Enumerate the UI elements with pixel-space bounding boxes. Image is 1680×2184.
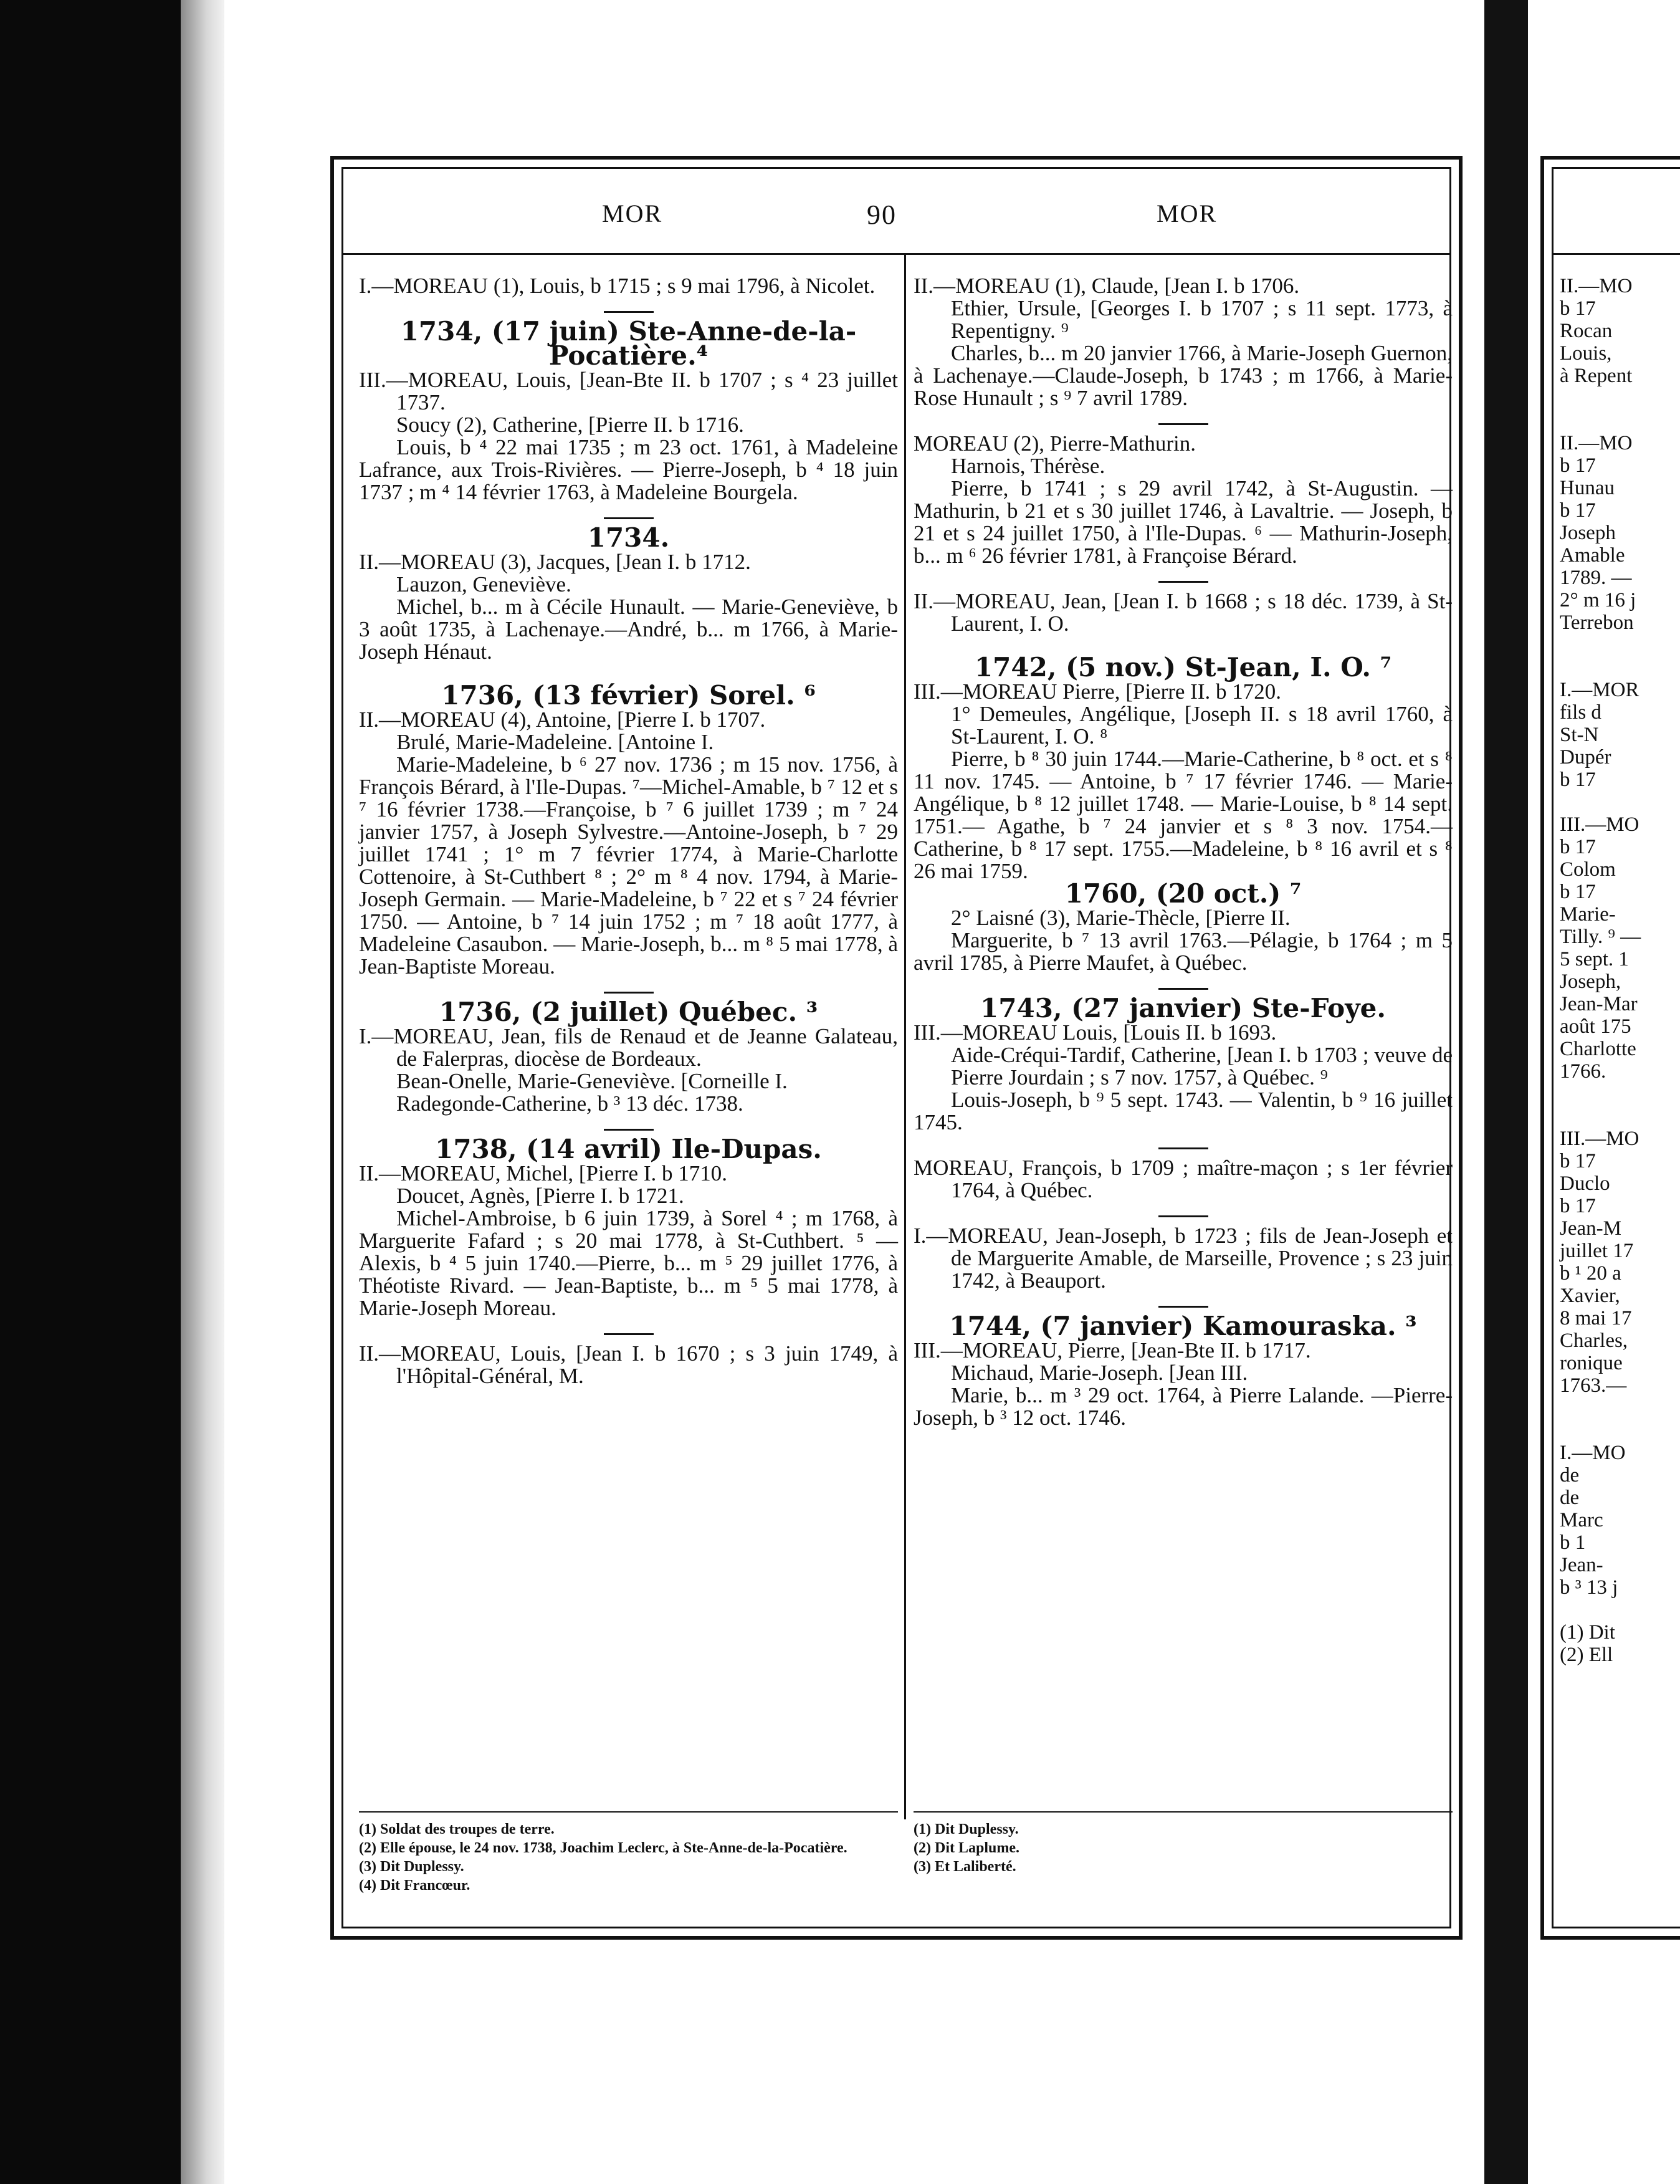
adjacent-page-line (1560, 634, 1641, 656)
adjacent-page-line: ronique (1560, 1352, 1623, 1374)
adjacent-page-line (1560, 1105, 1641, 1128)
adjacent-page-text (1560, 275, 1641, 1666)
entry-head: III.—MOREAU Louis, [Louis II. b 1693. (914, 1020, 1277, 1045)
adjacent-page-line: Hunau (1560, 477, 1615, 499)
header-right: MOR (1157, 199, 1218, 228)
adjacent-page-line (1560, 1083, 1641, 1105)
adjacent-page-line: b 17 (1560, 499, 1596, 522)
adjacent-page-line: à Repent (1560, 365, 1633, 387)
genealogy-entry (359, 551, 898, 663)
adjacent-page-line: b 17 (1560, 1195, 1596, 1217)
footnote: (2) Elle épouse, le 24 nov. 1738, Joachim Leclerc, à Ste-Anne-de-la-Pocatière. (359, 1840, 847, 1856)
entry-head: MOREAU (2), Pierre-Mathurin. (914, 431, 1196, 456)
adjacent-page-line: Jean-Mar (1560, 993, 1638, 1015)
genealogy-entry (359, 1343, 898, 1387)
entry-spouse: Brulé, Marie-Madeleine. [Antoine I. (396, 730, 714, 754)
footnote: (4) Dit Francœur. (359, 1877, 470, 1894)
marriage-date-heading (914, 993, 1453, 1023)
genealogy-entry (359, 369, 898, 504)
marriage-date-heading (359, 1134, 898, 1164)
marriage-date: 1743, (27 janvier) Ste-Foye. (980, 993, 1386, 1023)
adjacent-page-line: fils d (1560, 701, 1601, 724)
entry-spouse: Soucy (2), Catherine, [Pierre II. b 1716. (396, 413, 744, 437)
entry-children: Pierre, b 1741 ; s 29 avril 1742, à St-Augustin. — Mathurin, b 21 et s 30 juillet 1746, à Lavaltrie. — Joseph, b 21 et s 24 juillet 1750, à l'Ile-Dupas. ⁶ — Mathurin-Joseph, b... m ⁶ 26 février 1781, à Françoise Bérard. (914, 476, 1453, 568)
adjacent-page-line: St-N (1560, 724, 1599, 746)
genealogy-entry (914, 907, 1453, 974)
genealogy-entry (914, 590, 1453, 635)
adjacent-page-line (1560, 410, 1641, 432)
adjacent-page-line (1560, 791, 1641, 813)
genealogy-entry (359, 1162, 898, 1320)
adjacent-page-line: Terrebon (1560, 611, 1634, 634)
adjacent-page-line: 2° m 16 j (1560, 589, 1636, 611)
adjacent-page-line: (1) Dit (1560, 1621, 1615, 1644)
adjacent-page-line: b 17 (1560, 881, 1596, 903)
entry-children: Louis-Joseph, b ⁹ 5 sept. 1743. — Valentin, b ⁹ 16 juillet 1745. (914, 1088, 1453, 1134)
section-rule (604, 311, 654, 313)
section-rule (604, 517, 654, 519)
genealogy-entry (914, 1339, 1453, 1429)
entry-head: III.—MOREAU, Louis, [Jean-Bte II. b 1707 ; s ⁴ 23 juillet 1737. (359, 368, 898, 414)
marriage-date: 1734, (17 juin) Ste-Anne-de-la-Pocatière.⁴ (400, 316, 857, 371)
section-rule (1158, 581, 1208, 583)
entry-head: I.—MOREAU, Jean, fils de Renaud et de Jeanne Galateau, de Falerpras, diocèse de Bordeaux. (359, 1024, 898, 1071)
adjacent-page-line: Marc (1560, 1509, 1603, 1531)
marriage-date: 1736, (2 juillet) Québec. ³ (439, 997, 818, 1027)
entry-spouse: Michaud, Marie-Joseph. [Jean III. (951, 1361, 1248, 1385)
adjacent-page-line: 1766. (1560, 1060, 1606, 1083)
adjacent-page-line: b 17 (1560, 297, 1596, 320)
entry-head: I.—MOREAU, Jean-Joseph, b 1723 ; fils de Jean-Joseph et de Marguerite Amable, de Marseille, Provence ; s 23 juin 1742, à Beauport. (914, 1224, 1453, 1293)
entry-children: Marie, b... m ³ 29 oct. 1764, à Pierre Lalande. —Pierre-Joseph, b ³ 12 oct. 1746. (914, 1383, 1453, 1430)
marriage-date-heading (359, 316, 898, 371)
entry-spouse: Bean-Onelle, Marie-Geneviève. [Corneille I. (396, 1069, 788, 1093)
adjacent-page-line: Dupér (1560, 746, 1611, 769)
scan-page-shadow (181, 0, 224, 2184)
adjacent-page-line: b 17 (1560, 836, 1596, 858)
section-rule (1158, 1215, 1208, 1217)
right-footnotes (914, 1811, 1453, 1876)
adjacent-page-line: août 175 (1560, 1015, 1631, 1038)
adjacent-page-line: b 17 (1560, 454, 1596, 477)
entry-head: III.—MOREAU, Pierre, [Jean-Bte II. b 1717. (914, 1338, 1311, 1363)
marriage-date: 1742, (5 nov.) St-Jean, I. O. ⁷ (974, 652, 1392, 682)
entry-children: Marie-Madeleine, b ⁶ 27 nov. 1736 ; m 15 nov. 1756, à François Bérard, à l'Ile-Dupas. ⁷—Michel-Amable, b ⁷ 12 et s ⁷ 16 février 1738.—Françoise, b ⁷ 6 juillet 1739 ; m ⁷ 24 janvier 1757, à Joseph Sylvestre.—Antoine-Joseph, b ⁷ 29 juillet 1741 ; 1° m 7 février 1774, à Marie-Charlotte Cottenoire, à St-Cuthbert ⁸ ; 2° m ⁸ 4 nov. 1794, à Marie-Joseph Germain. — Marie-Madeleine, b ⁷ 22 et s ⁷ 24 février 1750. — Antoine, b ⁷ 14 juin 1752 ; m ⁷ 18 août 1777, à Madeleine Casaubon. — Marie-Joseph, b... m ⁸ 5 mai 1778, à Jean-Baptiste Moreau. (359, 752, 898, 979)
page-inner-border (341, 167, 1451, 1928)
adjacent-page-line: Duclo (1560, 1172, 1610, 1195)
adjacent-page-line: 1789. — (1560, 567, 1632, 589)
genealogy-entry (914, 681, 1453, 883)
adjacent-page-line: Jean-M (1560, 1217, 1621, 1240)
marriage-date: 1744, (7 janvier) Kamouraska. ³ (949, 1311, 1417, 1341)
genealogy-entry (914, 275, 1453, 410)
adjacent-page-line: Rocan (1560, 320, 1613, 342)
entry-head: II.—MOREAU, Louis, [Jean I. b 1670 ; s 3 juin 1749, à l'Hôpital-Général, M. (359, 1341, 898, 1388)
entry-head: III.—MOREAU Pierre, [Pierre II. b 1720. (914, 679, 1281, 704)
entry-head: I.—MOREAU (1), Louis, b 1715 ; s 9 mai 1796, à Nicolet. (359, 274, 876, 298)
adjacent-page-line (1560, 387, 1641, 410)
marriage-date-heading (914, 878, 1453, 909)
adjacent-page-line: III.—MO (1560, 1128, 1639, 1150)
marriage-date: 1738, (14 avril) Ile-Dupas. (435, 1134, 822, 1164)
entry-children: Pierre, b ⁸ 30 juin 1744.—Marie-Catherine, b ⁸ oct. et s ⁸ 11 nov. 1745. — Antoine, b ⁷ 17 février 1746. — Marie-Angélique, b ⁸ 12 juillet 1748. — Marie-Louise, b ⁸ 14 sept. 1751.— Agathe, b ⁷ 24 janvier et s ⁸ 3 nov. 1754.—Catherine, b ⁸ 17 sept. 1755.—Madeleine, b ⁸ 16 avril et s ⁸ 26 mai 1759. (914, 747, 1453, 883)
entry-spouse: Harnois, Thérèse. (951, 454, 1105, 478)
adjacent-page-line: Charles, (1560, 1329, 1628, 1352)
entry-children: Charles, b... m 20 janvier 1766, à Marie-Joseph Guernon, à Lachenaye.—Claude-Joseph, b 1743 ; m 1766, à Marie-Rose Hunault ; s ⁹ 7 avril 1789. (914, 341, 1453, 410)
entry-spouse: 2° Laisné (3), Marie-Thècle, [Pierre II. (951, 906, 1291, 930)
genealogy-entry (359, 1025, 898, 1115)
page-header (343, 169, 1449, 255)
section-rule (1158, 988, 1208, 990)
left-footnotes (359, 1811, 898, 1895)
entry-spouse: 1° Demeules, Angélique, [Joseph II. s 18 avril 1760, à St-Laurent, I. O. ⁸ (951, 702, 1453, 749)
section-rule (604, 1333, 654, 1335)
adjacent-page-line: Tilly. ⁹ — (1560, 926, 1641, 948)
adjacent-page (1528, 0, 1680, 2184)
adjacent-page-line: de (1560, 1464, 1580, 1487)
adjacent-page-line: Amable (1560, 544, 1625, 567)
adjacent-page-line: de (1560, 1487, 1580, 1509)
adjacent-page-line: Xavier, (1560, 1285, 1620, 1307)
section-rule (1158, 1306, 1208, 1308)
adjacent-page-line: II.—MO (1560, 275, 1633, 297)
adjacent-page-line (1560, 1419, 1641, 1442)
adjacent-page-line: Jean- (1560, 1554, 1603, 1576)
entry-head: II.—MOREAU (1), Claude, [Jean I. b 1706. (914, 274, 1300, 298)
genealogy-entry (914, 433, 1453, 567)
scan-gutter (1484, 0, 1528, 2184)
entry-spouse: Ethier, Ursule, [Georges I. b 1707 ; s 11 sept. 1773, à Repentigny. ⁹ (951, 296, 1453, 343)
right-column (914, 275, 1453, 1429)
adjacent-page-line: b ³ 13 j (1560, 1576, 1618, 1599)
footnote: (3) Et Laliberté. (914, 1859, 1016, 1875)
section-rule (604, 992, 654, 994)
entry-head: II.—MOREAU, Michel, [Pierre I. b 1710. (359, 1161, 728, 1185)
marriage-date-heading (914, 652, 1453, 682)
marriage-date-heading (359, 997, 898, 1027)
adjacent-page-line: Louis, (1560, 342, 1612, 365)
adjacent-page-line (1560, 1397, 1641, 1419)
adjacent-page-line: 1763.— (1560, 1374, 1627, 1397)
adjacent-page-line: b 17 (1560, 769, 1596, 791)
genealogy-entry (914, 1022, 1453, 1134)
adjacent-page-line: 5 sept. 1 (1560, 948, 1629, 970)
adjacent-page-line: III.—MO (1560, 813, 1639, 836)
adjacent-page-line: Joseph (1560, 522, 1616, 544)
adjacent-page-line: Colom (1560, 858, 1616, 881)
entry-head: MOREAU, François, b 1709 ; maître-maçon ; s 1er février 1764, à Québec. (914, 1156, 1453, 1202)
genealogy-entry (914, 1225, 1453, 1292)
footnote: (2) Dit Laplume. (914, 1840, 1019, 1856)
adjacent-page-line (1560, 656, 1641, 679)
section-rule (1158, 423, 1208, 425)
adjacent-page-line: b 17 (1560, 1150, 1596, 1172)
scan-left-edge (0, 0, 181, 2184)
genealogy-entry (359, 709, 898, 978)
adjacent-header-rule (1554, 253, 1680, 255)
adjacent-page-line: 8 mai 17 (1560, 1307, 1632, 1329)
entry-spouse: Aide-Créqui-Tardif, Catherine, [Jean I. b 1703 ; veuve de Pierre Jourdain ; s 7 nov. 1757, à Québec. ⁹ (951, 1043, 1453, 1090)
entry-spouse: Doucet, Agnès, [Pierre I. b 1721. (396, 1184, 684, 1208)
footnote: (1) Dit Duplessy. (914, 1821, 1019, 1837)
adjacent-page-frame (1540, 156, 1680, 1940)
marriage-date: 1760, (20 oct.) ⁷ (1064, 878, 1302, 909)
entry-spouse: Lauzon, Geneviève. (396, 572, 571, 596)
marriage-date-heading (359, 680, 898, 711)
adjacent-page-line: (2) Ell (1560, 1644, 1613, 1666)
page-frame (330, 156, 1463, 1940)
footnote: (3) Dit Duplessy. (359, 1859, 464, 1875)
adjacent-page-line: II.—MO (1560, 432, 1633, 454)
page-number: 90 (867, 199, 897, 230)
adjacent-page-line: Joseph, (1560, 970, 1621, 993)
entry-children: Marguerite, b ⁷ 13 avril 1763.—Pélagie, b 1764 ; m 5 avril 1785, à Pierre Maufet, à Québec. (914, 928, 1453, 975)
section-rule (1158, 1147, 1208, 1149)
marriage-date-heading (359, 522, 898, 553)
genealogy-entry (914, 1157, 1453, 1202)
genealogy-entry (359, 275, 898, 297)
entry-spouse: Radegonde-Catherine, b ³ 13 déc. 1738. (396, 1091, 743, 1116)
adjacent-page-inner (1552, 167, 1680, 1928)
entry-children: Michel-Ambroise, b 6 juin 1739, à Sorel ⁴ ; m 1768, à Marguerite Fafard ; s 20 mai 1778, à St-Cuthbert. ⁵ — Alexis, b ⁴ 5 juin 1740.—Pierre, b... m ⁵ 29 juillet 1776, à Théotiste Rivard. — Jean-Baptiste, b... m ⁵ 5 mai 1778, à Marie-Joseph Moreau. (359, 1206, 898, 1320)
adjacent-page-line: b ¹ 20 a (1560, 1262, 1621, 1285)
marriage-date: 1736, (13 février) Sorel. ⁶ (441, 680, 816, 711)
adjacent-page-line: I.—MO (1560, 1442, 1626, 1464)
adjacent-page-line: Marie- (1560, 903, 1616, 926)
header-left: MOR (602, 199, 663, 228)
entry-children: Louis, b ⁴ 22 mai 1735 ; m 23 oct. 1761, à Madeleine Lafrance, aux Trois-Rivières. — Pierre-Joseph, b ⁴ 18 juin 1737 ; m ⁴ 14 février 1763, à Madeleine Bourgela. (359, 435, 898, 504)
adjacent-page-line: b 1 (1560, 1531, 1586, 1554)
footnote: (1) Soldat des troupes de terre. (359, 1821, 555, 1837)
entry-head: II.—MOREAU (3), Jacques, [Jean I. b 1712. (359, 550, 751, 574)
entry-head: II.—MOREAU (4), Antoine, [Pierre I. b 1707. (359, 707, 766, 732)
section-rule (604, 1129, 654, 1131)
column-divider (904, 255, 906, 1819)
adjacent-page-line: Charlotte (1560, 1038, 1636, 1060)
adjacent-page-line: juillet 17 (1560, 1240, 1634, 1262)
left-column (359, 275, 898, 1387)
entry-head: II.—MOREAU, Jean, [Jean I. b 1668 ; s 18 déc. 1739, à St-Laurent, I. O. (914, 589, 1453, 636)
marriage-date-heading (914, 1311, 1453, 1341)
adjacent-page-line (1560, 1599, 1641, 1621)
marriage-date: 1734. (587, 522, 670, 553)
entry-children: Michel, b... m à Cécile Hunault. — Marie-Geneviève, b 3 août 1735, à Lachenaye.—André, b... m 1766, à Marie-Joseph Hénaut. (359, 595, 898, 664)
adjacent-page-line: I.—MOR (1560, 679, 1639, 701)
